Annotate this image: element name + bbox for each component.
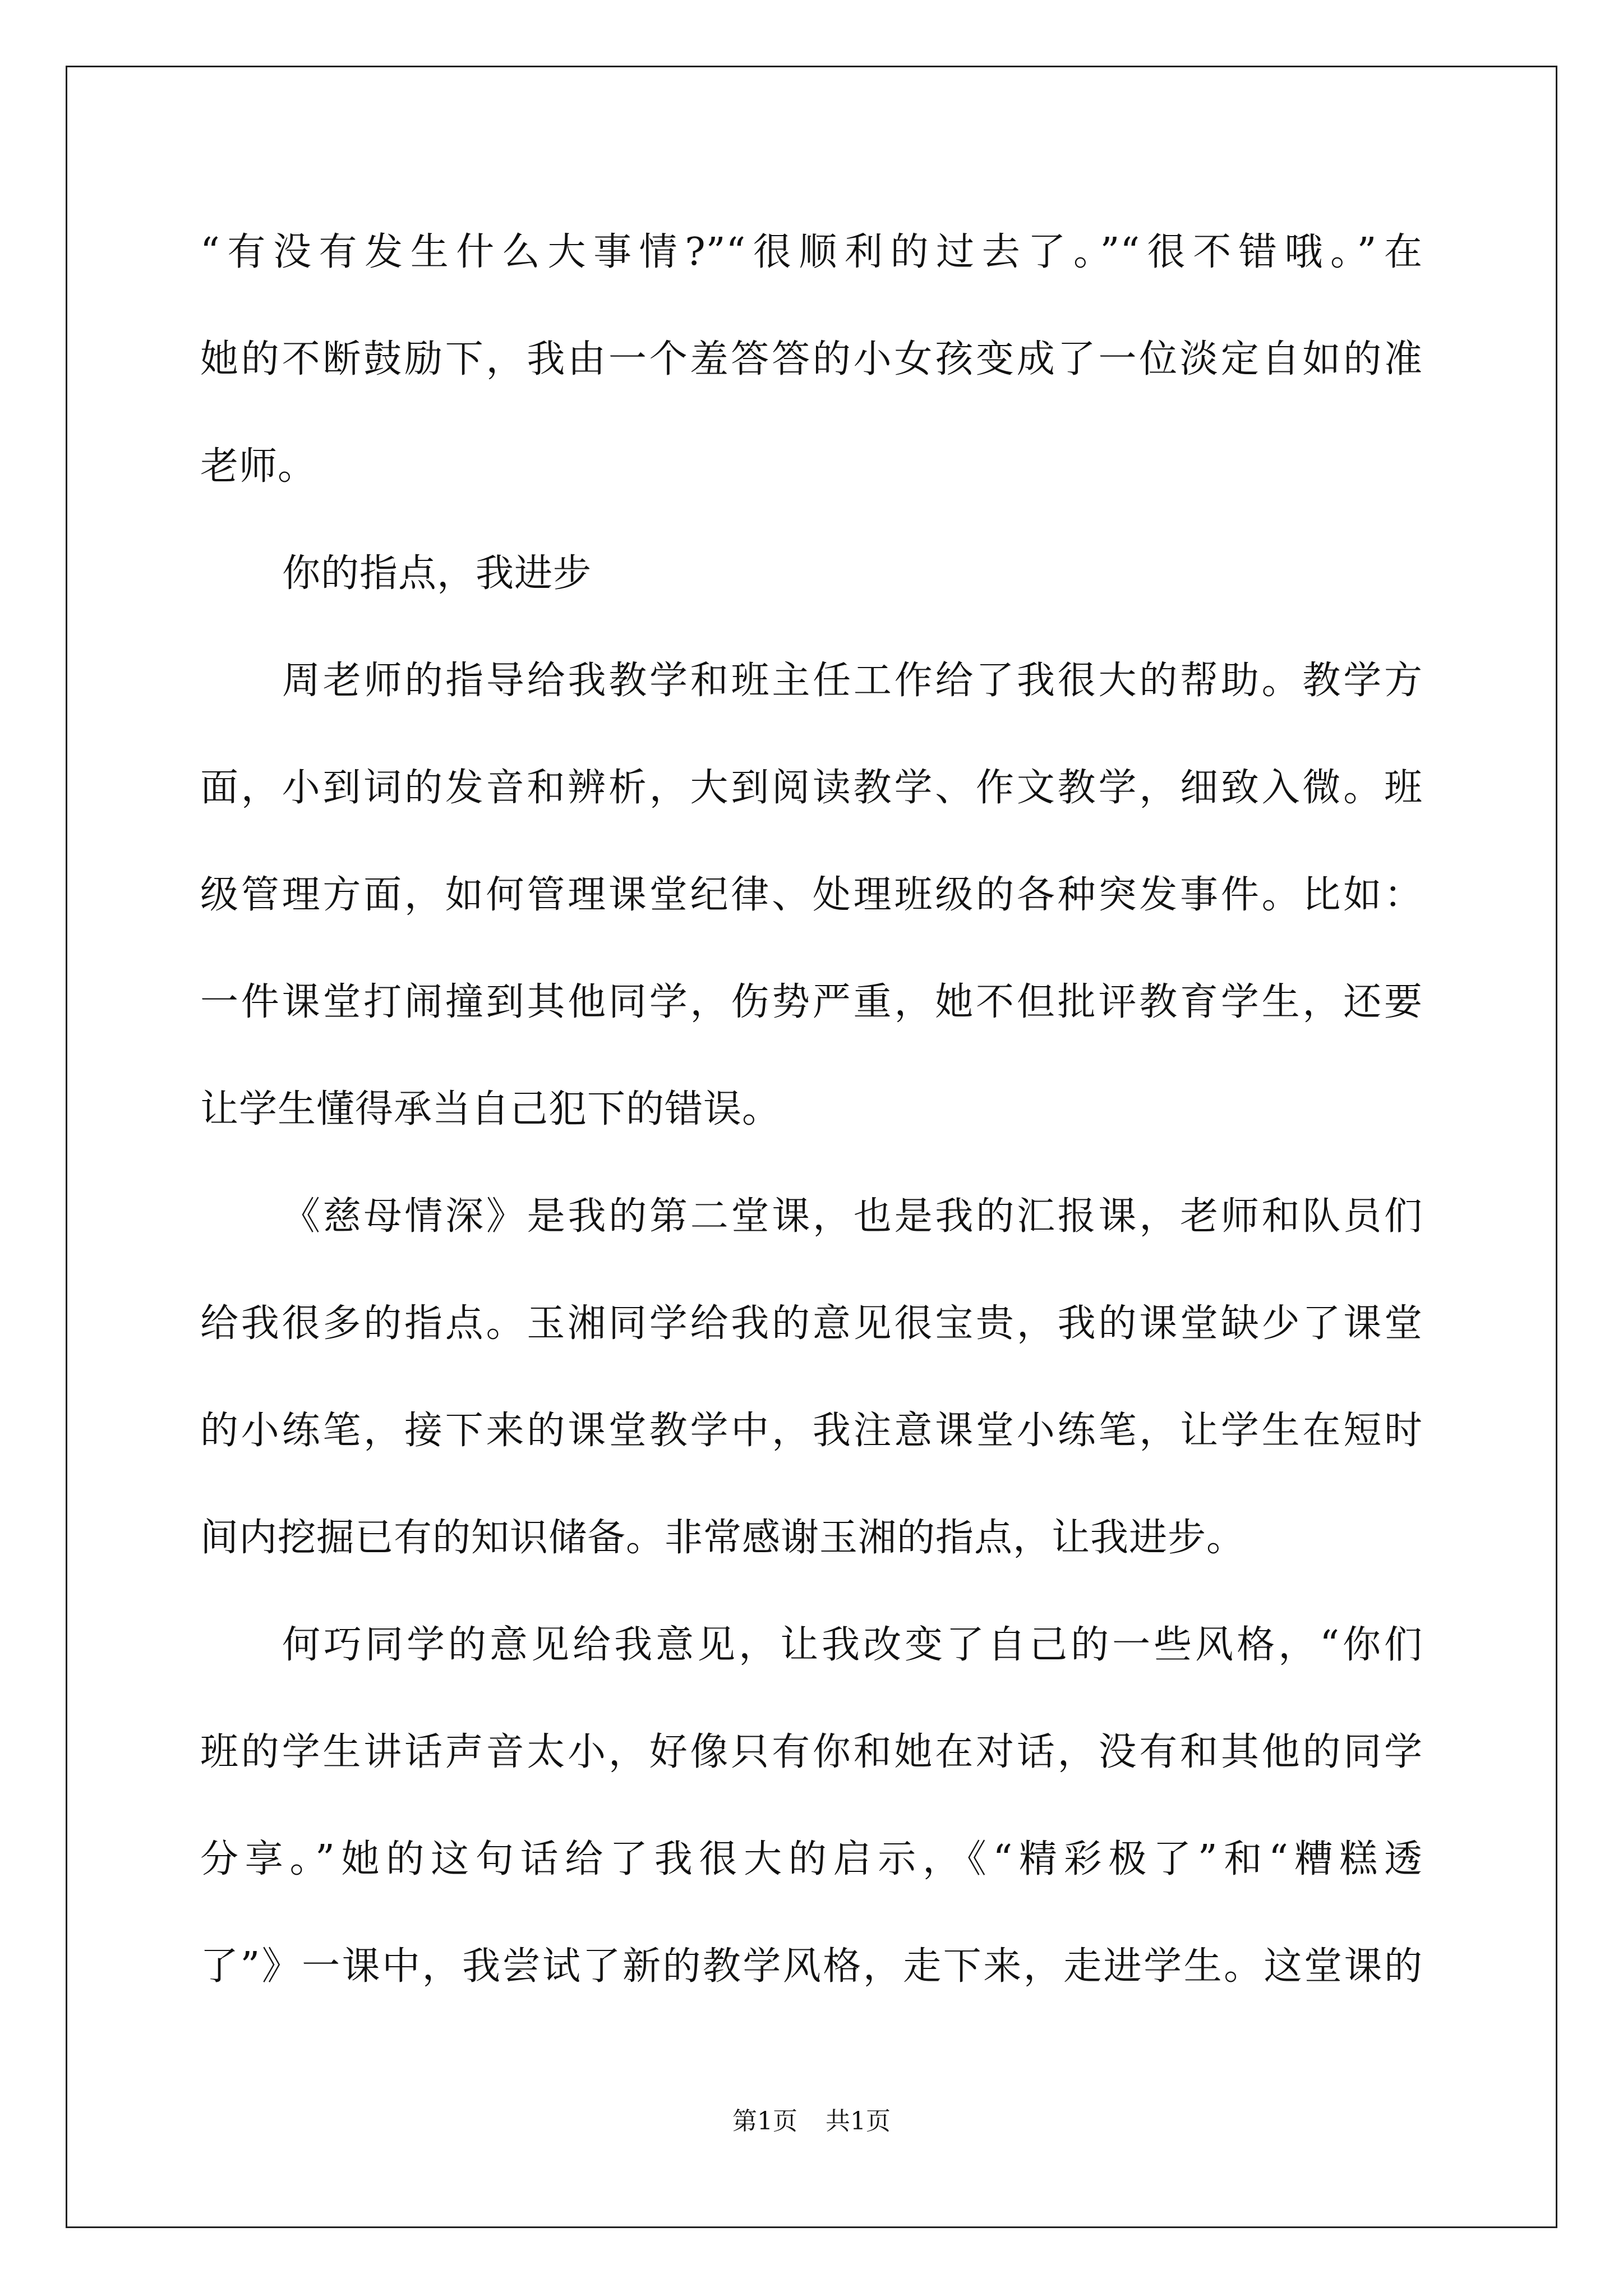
text-line: 了”》一课中，我尝试了新的教学风格，走下来，走进学生。这堂课的 <box>200 1944 1423 1989</box>
text-line: 给我很多的指点。玉湘同学给我的意见很宝贵，我的课堂缺少了课堂 <box>200 1301 1423 1346</box>
text-line: 老师。 <box>200 444 317 489</box>
text-line: 何巧同学的意见给我意见，让我改变了自己的一些风格，“你们 <box>282 1623 1423 1667</box>
text-line: 级管理方面，如何管理课堂纪律、处理班级的各种突发事件。比如： <box>200 873 1423 917</box>
text-line: “有没有发生什么大事情?”“很顺利的过去了。”“很不错哦。”在 <box>200 230 1423 274</box>
text-line: 让学生懂得承当自己犯下的错误。 <box>200 1087 781 1131</box>
document-body <box>200 216 1423 2037</box>
page-number-current: 第1页 <box>732 2107 797 2136</box>
text-line: 间内挖掘已有的知识储备。非常感谢玉湘的指点，让我进步。 <box>200 1516 1246 1560</box>
text-line: 班的学生讲话声音太小，好像只有你和她在对话，没有和其他的同学 <box>200 1730 1423 1774</box>
text-line: 周老师的指导给我教学和班主任工作给了我很大的帮助。教学方 <box>282 659 1423 703</box>
text-line: 的小练笔，接下来的课堂教学中，我注意课堂小练笔，让学生在短时 <box>200 1409 1423 1453</box>
text-line: 面，小到词的发音和辨析，大到阅读教学、作文教学，细致入微。班 <box>200 766 1423 810</box>
page-footer <box>0 2105 1623 2138</box>
page-number-total: 共1页 <box>826 2107 891 2136</box>
text-line: 你的指点，我进步 <box>282 551 592 596</box>
text-line: 她的不断鼓励下，我由一个羞答答的小女孩变成了一位淡定自如的准 <box>200 337 1423 381</box>
text-line: 分享。”她的这句话给了我很大的启示，《“精彩极了”和“糟糕透 <box>200 1837 1423 1881</box>
text-line: 《慈母情深》是我的第二堂课，也是我的汇报课，老师和队员们 <box>282 1194 1423 1239</box>
text-line: 一件课堂打闹撞到其他同学，伤势严重，她不但批评教育学生，还要 <box>200 980 1423 1024</box>
